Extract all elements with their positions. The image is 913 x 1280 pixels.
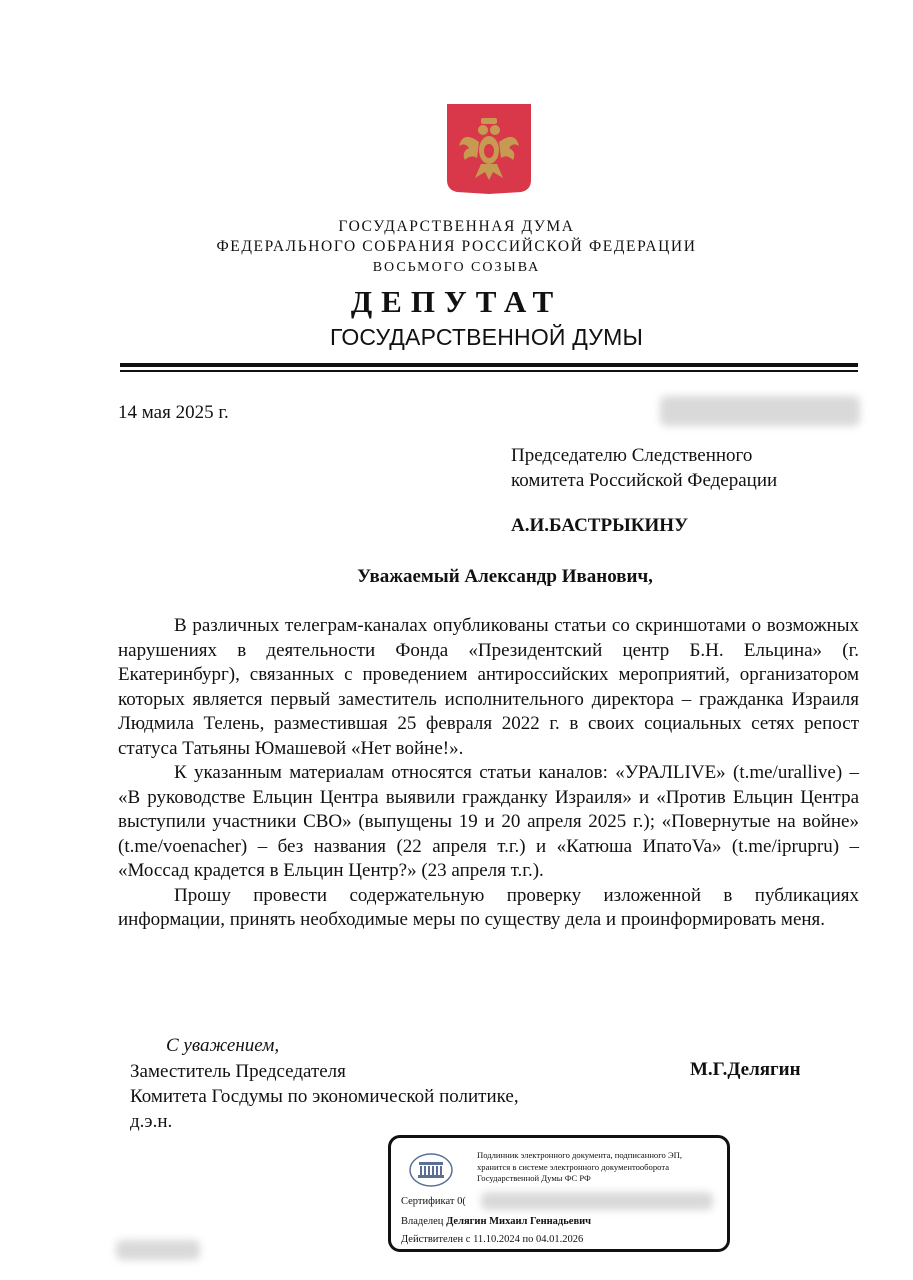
certificate-line — [401, 1196, 466, 1207]
signer-name: М.Г.Делягин — [690, 1059, 801, 1080]
owner-line — [401, 1216, 591, 1227]
owner-label: Владелец — [401, 1216, 444, 1227]
body-paragraph-2: К указанным материалам относятся статьи каналов: «УРАЛLIVE» (t.me/urallive) – «В руководстве Ельцин Центра выявили гражданку Израиля» и «Против Ельцин Центра выступили участники СВО» (выпущены 19 и 20 апреля 2025 г.); «Повернутые на войне» (t.me/voenacher) – без названия (22 апреля т.г.) и «Катюша ИпатоVa» (t.me/iprupru) – «Моссад крадется в Ельцин Центр?» (23 апреля т.г.). — [118, 762, 859, 881]
redacted-certificate-number — [481, 1192, 713, 1210]
signer-position — [130, 1059, 519, 1134]
letter-body — [118, 614, 859, 933]
owner-name: Делягин Михаил Геннадьевич — [446, 1216, 592, 1227]
academic-degree: д.э.н. — [130, 1111, 173, 1132]
letter-date: 14 мая 2025 г. — [118, 402, 229, 423]
addressee-line-2: комитета Российской Федерации — [511, 470, 778, 491]
closing: С уважением, — [166, 1035, 280, 1056]
electronic-signature-stamp — [388, 1135, 730, 1252]
org-line-duma: ГОСУДАРСТВЕННАЯ ДУМА — [338, 218, 575, 235]
duma-building-icon — [409, 1152, 453, 1188]
validity-period: Действителен с 11.10.2024 по 04.01.2026 — [401, 1234, 584, 1245]
addressee-title — [511, 443, 777, 493]
header-divider-thick — [120, 363, 858, 367]
org-line-federal-assembly: ФЕДЕРАЛЬНОГО СОБРАНИЯ РОССИЙСКОЙ ФЕДЕРАЦИИ — [216, 238, 697, 255]
redacted-reference-number — [660, 396, 860, 426]
salutation: Уважаемый Александр Иванович, — [357, 566, 653, 587]
certificate-number-visible: 0( — [457, 1196, 466, 1207]
header-divider-thin — [120, 370, 858, 372]
body-paragraph-1: В различных телеграм-каналах опубликованы статьи со скриншотами о возможных нарушениях в деятельности Фонда «Президентский центр Б.Н. Ельцина» (г. Екатеринбург), связанных с проведением антироссийских мероприятий, организатором которых является первый заместитель исполнительного директора – гражданка Израиля Людмила Телень, разместившая 25 февраля 2022 г. в своих социальных сетях репост статуса Татьяны Юмашевой «Нет войне!». — [118, 615, 859, 759]
addressee-name: А.И.БАСТРЫКИНУ — [511, 515, 689, 536]
position-line-1: Заместитель Председателя — [130, 1061, 346, 1082]
certificate-label: Сертификат — [401, 1196, 455, 1207]
position-line-2: Комитета Госдумы по экономической политике, — [130, 1086, 519, 1107]
letterhead-title: ДЕПУТАТ — [350, 284, 563, 319]
stamp-note: Подлинник электронного документа, подписанного ЭП, хранится в системе электронного документооборота Государственной Думы ФС РФ — [477, 1150, 682, 1183]
redacted-footer-mark — [116, 1240, 200, 1260]
state-emblem — [445, 102, 533, 194]
org-line-convocation: ВОСЬМОГО СОЗЫВА — [372, 260, 541, 275]
letterhead-subtitle: ГОСУДАРСТВЕННОЙ ДУМЫ — [329, 324, 644, 350]
body-paragraph-3: Прошу провести содержательную проверку изложенной в публикациях информации, принять необходимые меры по существу дела и проинформировать меня. — [118, 884, 859, 930]
addressee-line-1: Председателю Следственного — [511, 445, 753, 466]
